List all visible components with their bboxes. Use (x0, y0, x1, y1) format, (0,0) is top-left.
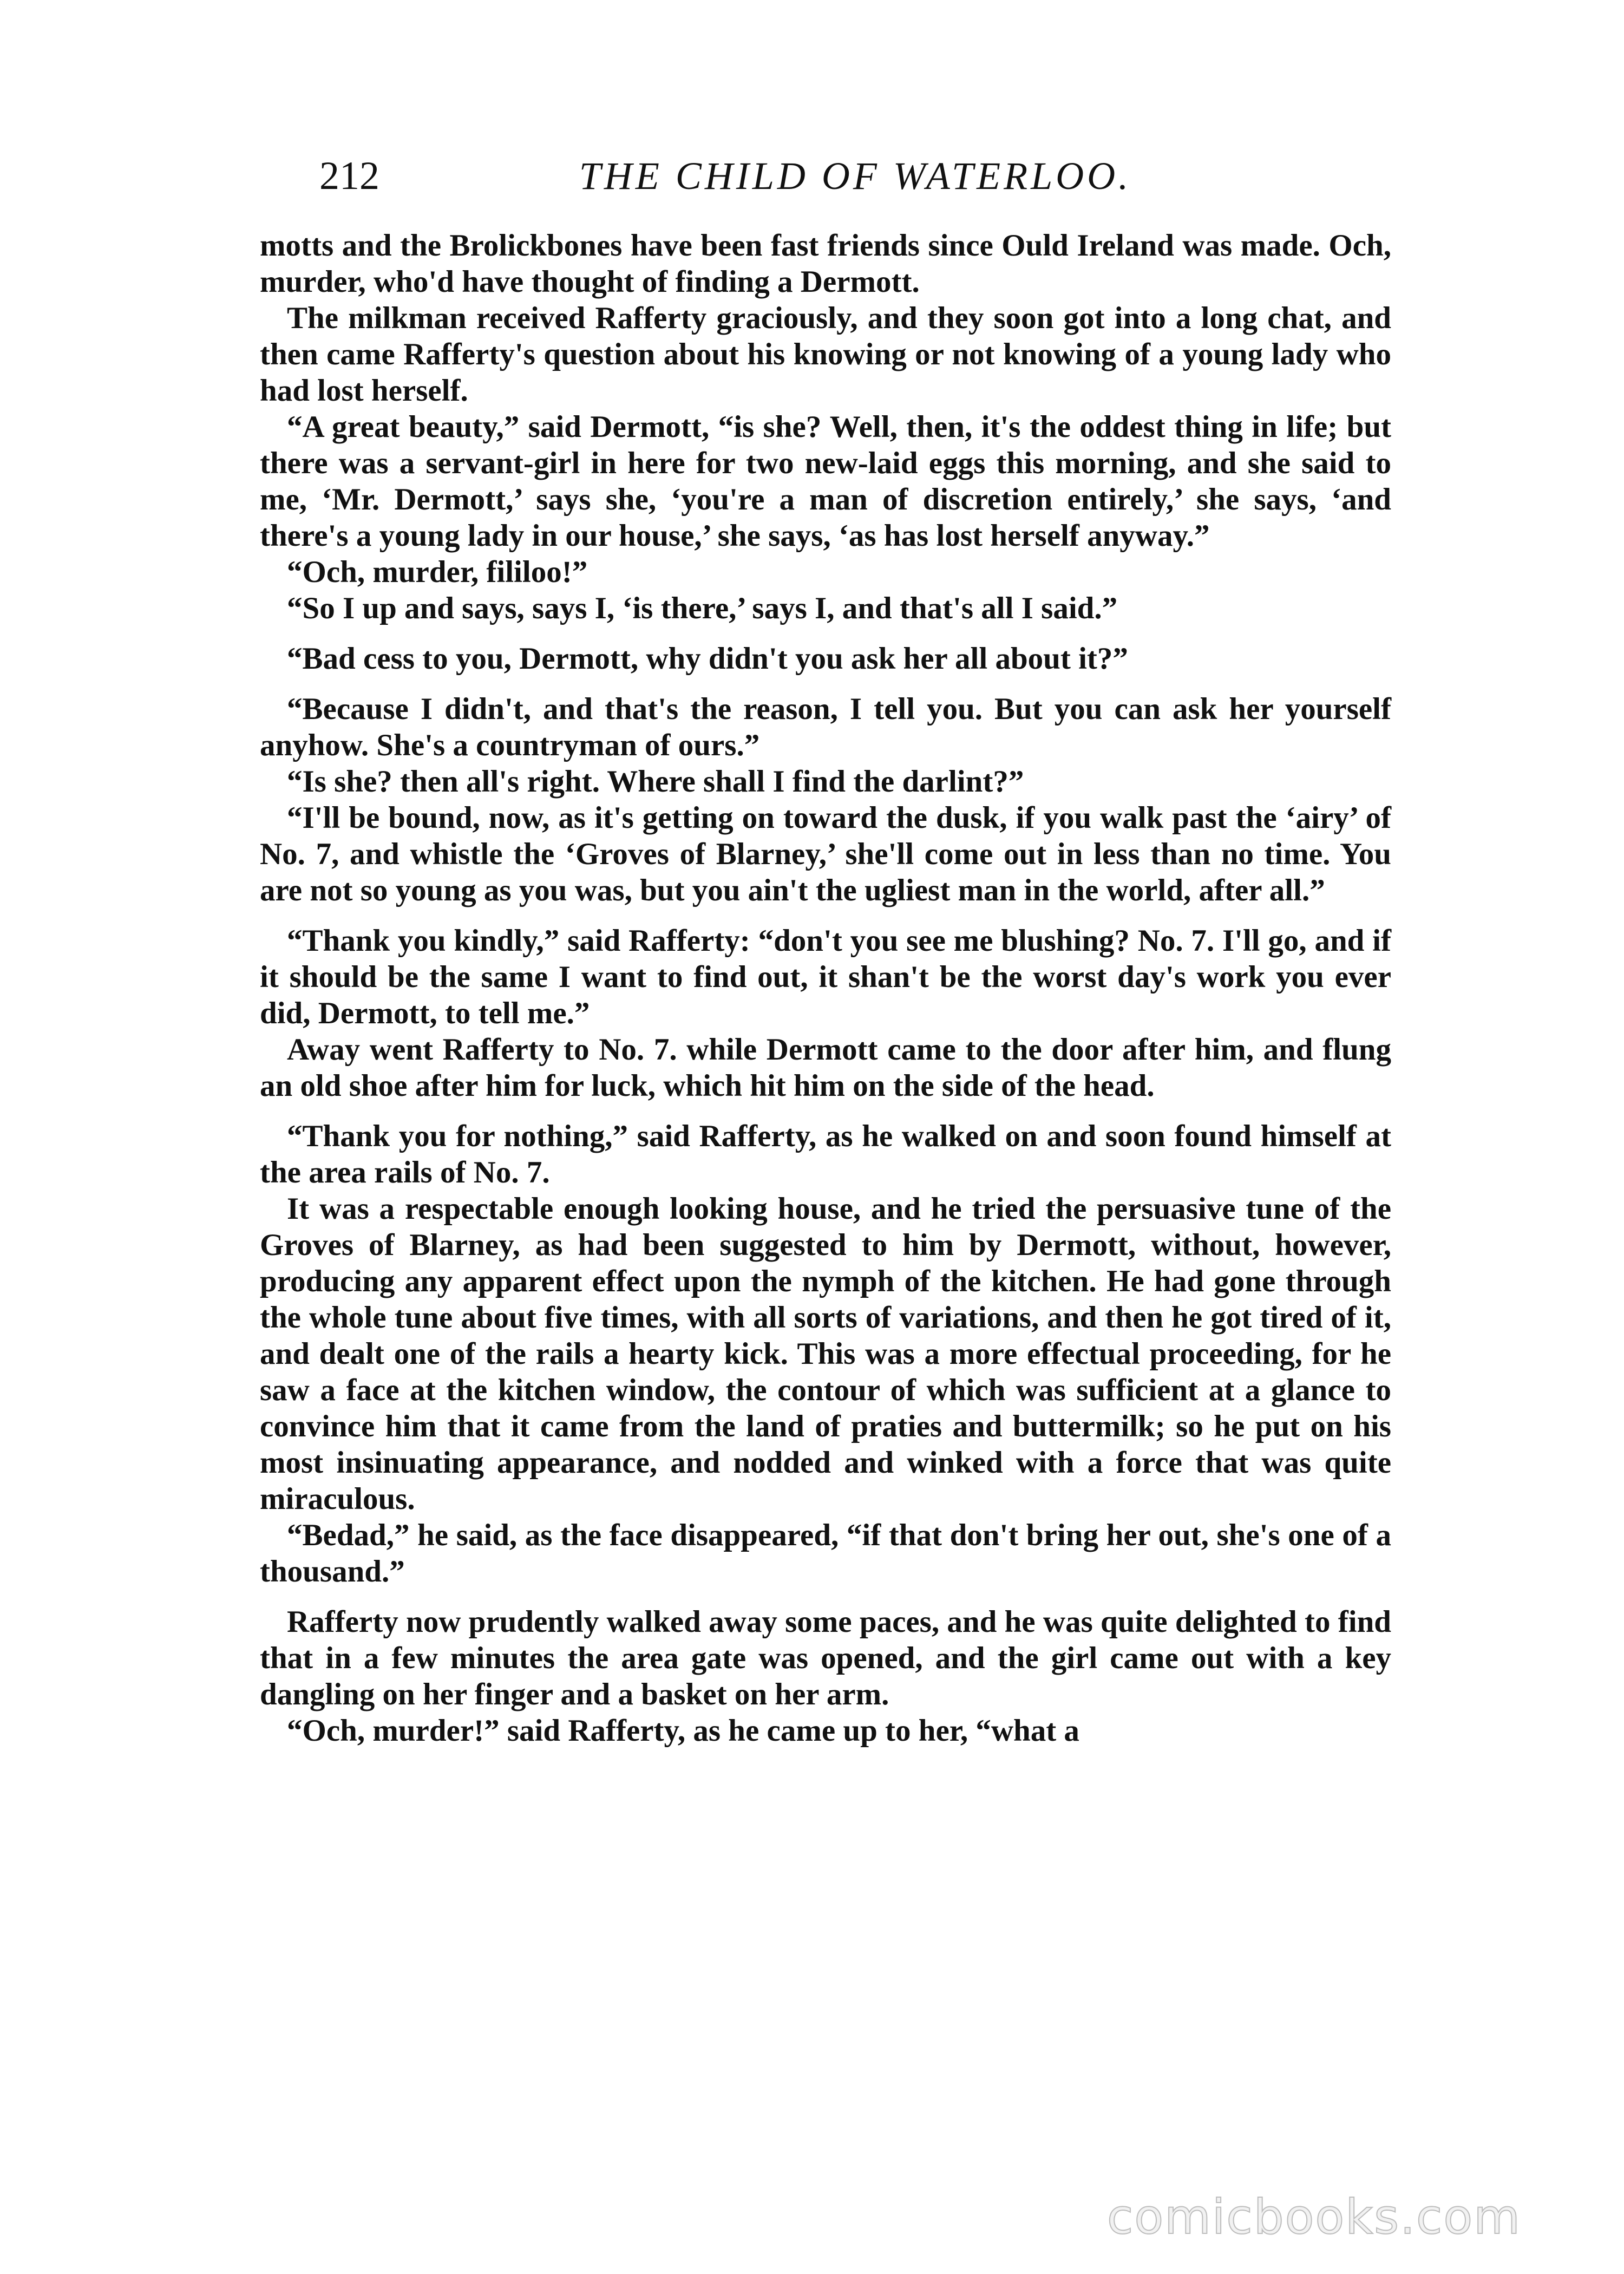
watermark: comicbooks.com (1106, 2189, 1521, 2245)
paragraph: The milkman received Rafferty graciously, and they soon got into a long chat, and then came Rafferty's question about his knowing or not knowing of a young lady who had lost herself. (260, 301, 1391, 408)
paragraph: Away went Rafferty to No. 7. while Dermott came to the door after him, and flung an old shoe after him for luck, which hit him on the side of the head. (260, 1033, 1391, 1103)
running-title: THE CHILD OF WATERLOO. (579, 154, 1132, 198)
paragraph: “Is she? then all's right. Where shall I find the darlint?” (287, 764, 1024, 799)
paragraph: “Bedad,” he said, as the face disappeared, “if that don't bring her out, she's one of a thousand.” (260, 1518, 1391, 1589)
paragraph: It was a respectable enough looking house, and he tried the persuasive tune of the Groves of Blarney, as had been suggested to him by Dermott, without, however, producing any apparent effect upon the nymph of the kitchen. He had gone through the whole tune about five times, with all sorts of variations, and then he got tired of it, and dealt one of the rails a hearty kick. This was a more effectual proceeding, for he saw a face at the kitchen window, the contour of which was sufficient at a glance to convince him that it came from the land of praties and buttermilk; so he put on his most insinuating appearance, and nodded and winked with a force that was quite miraculous. (260, 1192, 1391, 1516)
paragraph: “Och, murder, fililoo!” (287, 555, 588, 589)
page-header (319, 146, 1391, 206)
paragraph: Rafferty now prudently walked away some paces, and he was quite delighted to find that in a few minutes the area gate was opened, and the girl came out with a key dangling on her finger and a basket on her arm. (260, 1605, 1391, 1711)
paragraph: “I'll be bound, now, as it's getting on toward the dusk, if you walk past the ‘airy’ of No. 7, and whistle the ‘Groves of Blarney,’ she'll come out in less than no time. You are not so young as you was, but you ain't the ugliest man in the world, after all.” (260, 801, 1391, 907)
paragraph: “Och, murder!” said Rafferty, as he came up to her, “what a (287, 1714, 1079, 1748)
page-number: 212 (319, 154, 379, 198)
paragraph: “Because I didn't, and that's the reason, I tell you. But you can ask her yourself anyhow. She's a countryman of ours.” (260, 692, 1391, 762)
paragraph: “A great beauty,” said Dermott, “is she? Well, then, it's the oddest thing in life; but there was a servant-girl in here for two new-laid eggs this morning, and she said to me, ‘Mr. Dermott,’ says she, ‘you're a man of discretion entirely,’ she says, ‘and there's a young lady in our house,’ she says, ‘as has lost herself anyway.” (260, 410, 1391, 553)
paragraph: “Thank you for nothing,” said Rafferty, as he walked on and soon found himself at the area rails of No. 7. (260, 1119, 1391, 1190)
paragraph: motts and the Brolickbones have been fast friends since Ould Ireland was made. Och, murder, who'd have thought of finding a Dermott. (260, 228, 1391, 299)
paragraph: “Bad cess to you, Dermott, why didn't you ask her all about it?” (287, 642, 1128, 676)
paragraph: “So I up and says, says I, ‘is there,’ says I, and that's all I said.” (287, 591, 1118, 625)
body-text (260, 227, 1391, 2209)
paragraph: “Thank you kindly,” said Rafferty: “don't you see me blushing? No. 7. I'll go, and if it should be the same I want to find out, it shan't be the worst day's work you ever did, Dermott, to tell me.” (260, 924, 1391, 1030)
